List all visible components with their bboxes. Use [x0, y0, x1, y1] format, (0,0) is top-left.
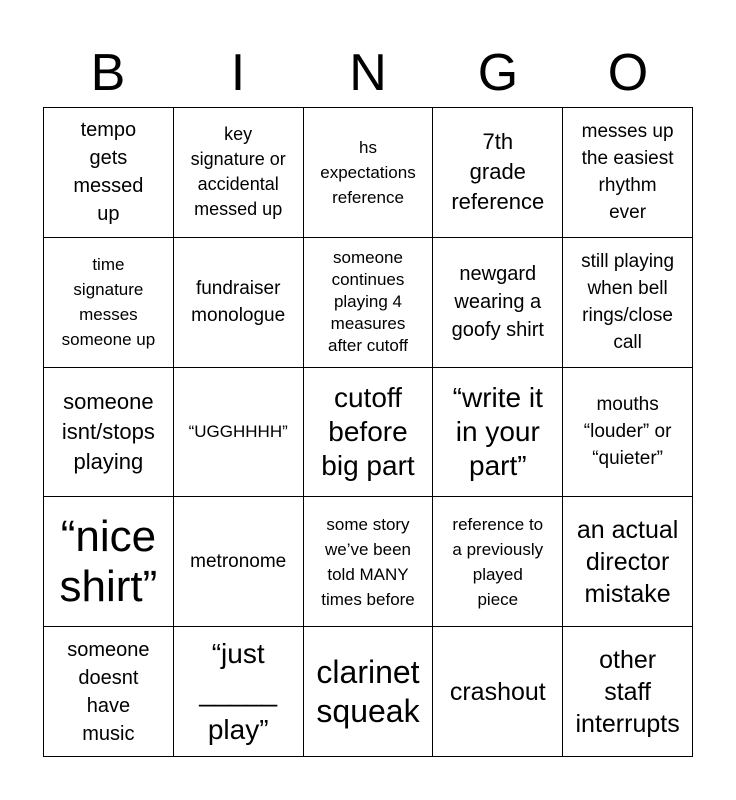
bingo-cell-r4-c2[interactable]	[174, 497, 304, 627]
cell-text: “nice shirt”	[59, 511, 158, 611]
cell-text: someone doesnt have music	[67, 638, 150, 745]
bingo-cell-r1-c3[interactable]	[304, 108, 434, 238]
bingo-cell-r2-c4[interactable]	[433, 238, 563, 368]
bingo-cell-r5-c4[interactable]	[433, 627, 563, 757]
cell-text: crashout	[449, 677, 546, 706]
cell-text: someone continues playing 4 measures after cutoff	[327, 248, 408, 356]
cell-text: still playing when bell rings/close call	[581, 251, 675, 354]
cell-text: clarinet squeak	[316, 653, 420, 729]
bingo-cell-r2-c1[interactable]	[44, 238, 174, 368]
cell-text: fundraiser monologue	[191, 278, 286, 327]
cell-text: key signature or accidental messed up	[190, 124, 286, 220]
cell-text: metronome	[190, 551, 287, 573]
header-letter-b: B	[90, 44, 126, 102]
cell-text: mouths “louder” or “quieter”	[583, 394, 672, 470]
bingo-cell-r4-c1[interactable]	[44, 497, 174, 627]
header-letter-i: I	[230, 44, 246, 102]
cell-text: “write it in your part”	[452, 381, 543, 481]
cell-text: time signature messes someone up	[61, 255, 156, 350]
cell-text: an actual director mistake	[576, 515, 679, 608]
bingo-cell-r1-c4[interactable]	[433, 108, 563, 238]
bingo-cell-r4-c4[interactable]	[433, 497, 563, 627]
cell-text: some story we’ve been told MANY times before	[321, 514, 415, 609]
bingo-cell-r1-c5[interactable]	[563, 108, 693, 238]
bingo-board	[43, 107, 693, 757]
bingo-cell-r4-c5[interactable]	[563, 497, 693, 627]
bingo-cell-r2-c3[interactable]	[304, 238, 434, 368]
bingo-cell-r4-c3[interactable]	[304, 497, 434, 627]
cell-text: “just _____ play”	[199, 637, 278, 745]
bingo-cell-r3-c5[interactable]	[563, 368, 693, 498]
cell-text: 7th grade reference	[451, 129, 545, 215]
bingo-cell-r1-c1[interactable]	[44, 108, 174, 238]
bingo-cell-r5-c3[interactable]	[304, 627, 434, 757]
bingo-cell-r2-c5[interactable]	[563, 238, 693, 368]
cell-text: cutoff before big part	[321, 381, 415, 481]
cell-text: other staff interrupts	[575, 645, 680, 738]
header-letter-g: G	[477, 44, 519, 102]
bingo-cell-r3-c3[interactable]	[304, 368, 434, 498]
cell-text: tempo gets messed up	[73, 119, 144, 226]
bingo-cell-r3-c4[interactable]	[433, 368, 563, 498]
bingo-cell-r3-c2[interactable]	[174, 368, 304, 498]
bingo-cell-r5-c2[interactable]	[174, 627, 304, 757]
bingo-cell-r5-c1[interactable]	[44, 627, 174, 757]
bingo-header	[43, 38, 693, 108]
bingo-cell-r2-c2[interactable]	[174, 238, 304, 368]
bingo-cell-r1-c2[interactable]	[174, 108, 304, 238]
header-letter-o: O	[607, 44, 649, 102]
cell-text: someone isnt/stops playing	[61, 388, 155, 474]
cell-text: newgard wearing a goofy shirt	[451, 263, 544, 342]
header-letter-n: N	[349, 44, 387, 102]
bingo-cell-r3-c1[interactable]	[44, 368, 174, 498]
cell-text: “UGGHHHH”	[188, 421, 288, 441]
cell-text: messes up the easiest rhythm ever	[581, 121, 674, 224]
cell-text: hs expectations reference	[320, 137, 416, 207]
bingo-cell-r5-c5[interactable]	[563, 627, 693, 757]
cell-text: reference to a previously played piece	[452, 514, 544, 609]
